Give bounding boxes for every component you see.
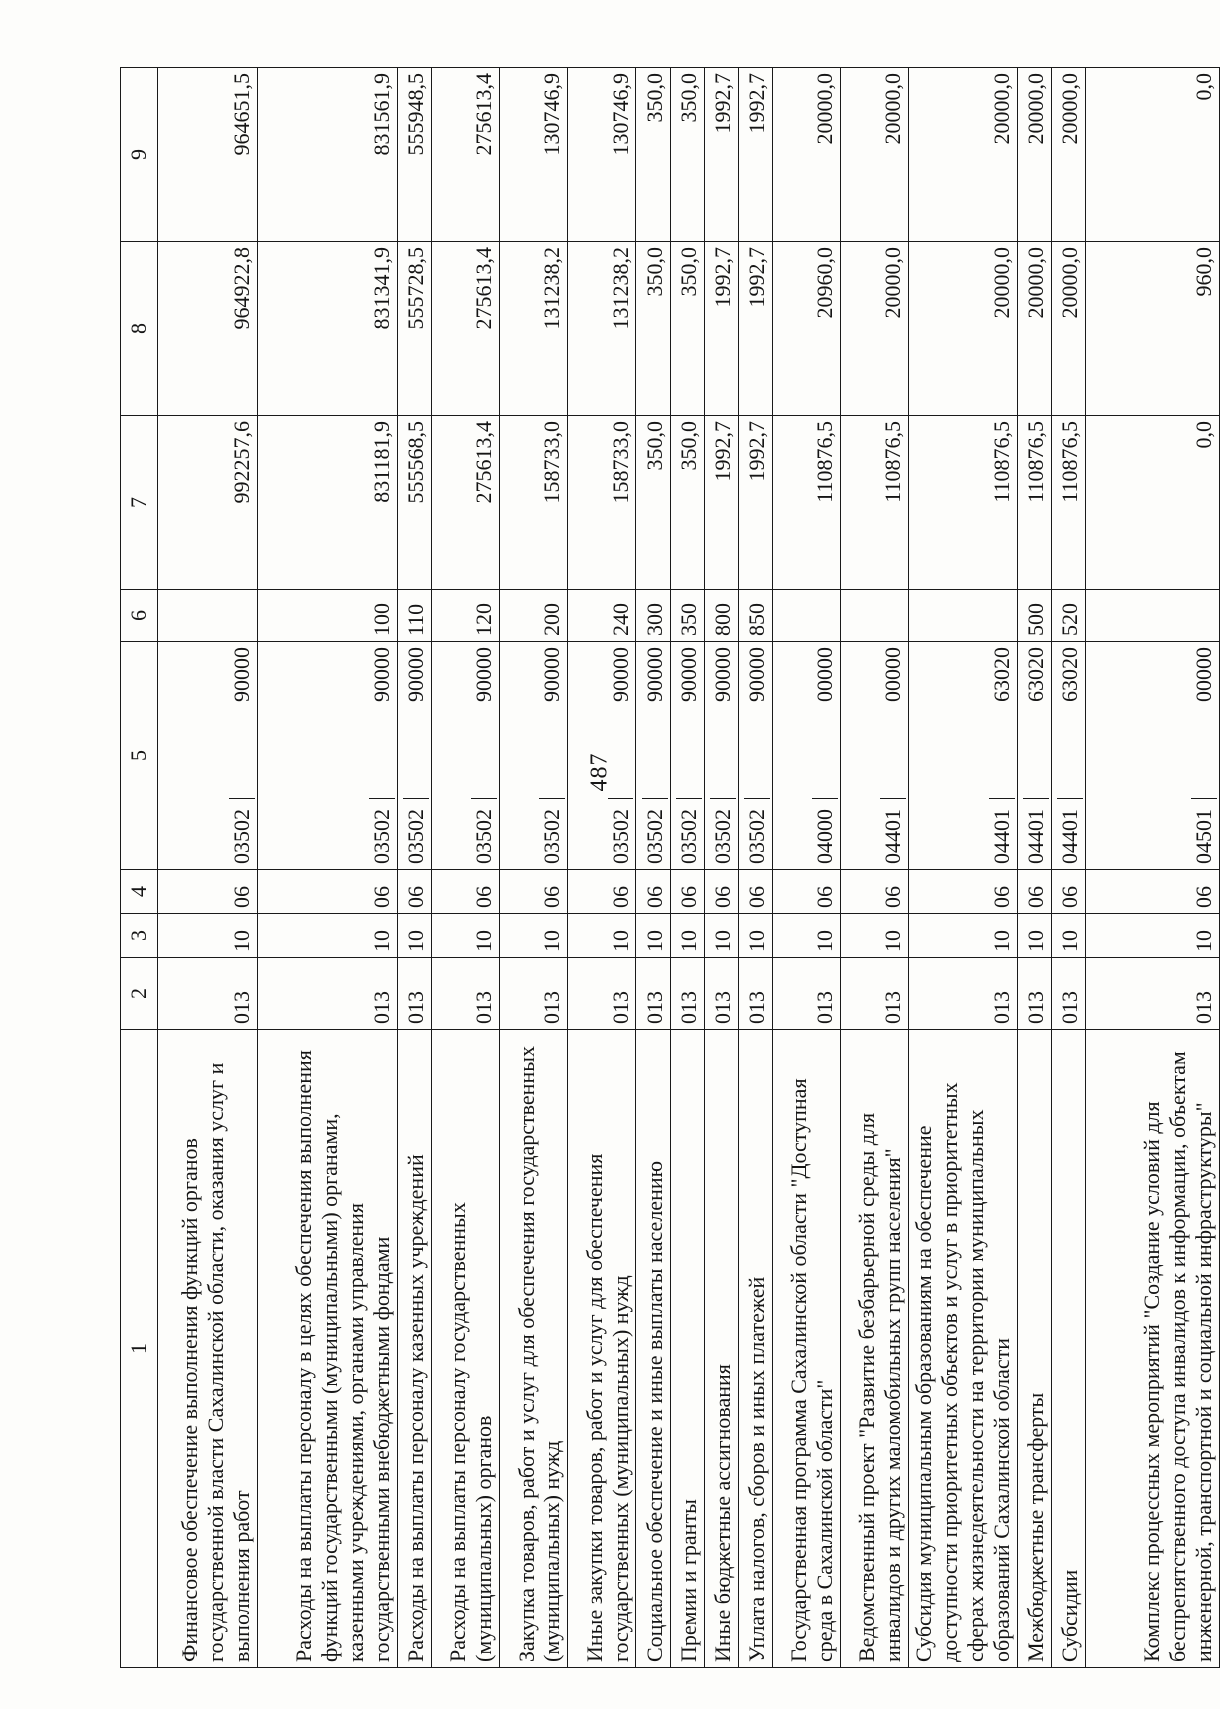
subsection-code: 06 [1085, 870, 1219, 914]
section-code: 10 [500, 914, 568, 958]
col-header-5: 5 [121, 642, 158, 870]
ministry-code: 013 [704, 958, 738, 1030]
table-row [1085, 68, 1219, 1668]
subsection-code: 06 [568, 870, 636, 914]
target-article [568, 642, 636, 870]
amount-col-7: 555568,5 [398, 416, 432, 590]
amount-col-8: 20000,0 [1017, 242, 1051, 416]
table-row [158, 68, 258, 1668]
ministry-code: 013 [1051, 958, 1085, 1030]
table-row [636, 68, 670, 1668]
section-code: 10 [1017, 914, 1051, 958]
amount-col-9: 831561,9 [258, 68, 398, 242]
ministry-code: 013 [636, 958, 670, 1030]
amount-col-9: 20000,0 [840, 68, 908, 242]
row-name: Закупка товаров, работ и услуг для обеспечения государственных (муниципальных) нужд [500, 1030, 568, 1668]
col-header-1: 1 [121, 1030, 158, 1668]
subsection-code: 06 [432, 870, 500, 914]
target-article [772, 642, 840, 870]
subsection-code: 06 [908, 870, 1017, 914]
expense-type-code: 500 [1017, 590, 1051, 642]
expense-type-code: 850 [738, 590, 772, 642]
amount-col-9: 1992,7 [704, 68, 738, 242]
row-name: Расходы на выплаты персоналу казенных учреждений [398, 1030, 432, 1668]
expense-type-code: 100 [258, 590, 398, 642]
row-name: Субсидии [1051, 1030, 1085, 1668]
col-header-4: 4 [121, 870, 158, 914]
expense-type-code [908, 590, 1017, 642]
row-name: Финансовое обеспечение выполнения функций органов государственной власти Сахалинской области, оказания услуг и выполнения работ [158, 1030, 258, 1668]
expense-type-code: 200 [500, 590, 568, 642]
ministry-code: 013 [158, 958, 258, 1030]
row-name: Субсидия муниципальным образованиям на обеспечение доступности приоритетных объектов и услуг в приоритетных сферах жизнедеятельности на территории муниципальных образований Сахалинской области [908, 1030, 1017, 1668]
amount-col-7: 350,0 [670, 416, 704, 590]
expense-type-code: 350 [670, 590, 704, 642]
expense-type-code: 240 [568, 590, 636, 642]
direction-code: 63020 [1056, 647, 1082, 702]
amount-col-9: 1992,7 [738, 68, 772, 242]
row-name: Уплата налогов, сборов и иных платежей [738, 1030, 772, 1668]
table-header-row [121, 68, 158, 1668]
amount-col-7: 158733,0 [568, 416, 636, 590]
target-article [500, 642, 568, 870]
program-code: 03502 [471, 798, 497, 869]
row-name: Иные бюджетные ассигнования [704, 1030, 738, 1668]
section-code: 10 [840, 914, 908, 958]
program-code: 04401 [1057, 798, 1083, 869]
subsection-code: 06 [500, 870, 568, 914]
col-header-2: 2 [121, 958, 158, 1030]
row-name: Социальное обеспечение и иные выплаты населению [636, 1030, 670, 1668]
program-code: 03502 [676, 798, 702, 869]
direction-code: 90000 [471, 647, 497, 702]
target-article [158, 642, 258, 870]
target-article [738, 642, 772, 870]
budget-table-rotated [120, 68, 1220, 1668]
direction-code: 90000 [743, 647, 769, 702]
section-code: 10 [1085, 914, 1219, 958]
program-code: 03502 [642, 798, 668, 869]
section-code: 10 [432, 914, 500, 958]
direction-code: 90000 [403, 647, 429, 702]
budget-table [120, 67, 1220, 1668]
ministry-code: 013 [908, 958, 1017, 1030]
ministry-code: 013 [772, 958, 840, 1030]
amount-col-7: 158733,0 [500, 416, 568, 590]
ministry-code: 013 [568, 958, 636, 1030]
amount-col-9: 350,0 [670, 68, 704, 242]
table-row [772, 68, 840, 1668]
target-article [840, 642, 908, 870]
amount-col-9: 350,0 [636, 68, 670, 242]
amount-col-7: 110876,5 [1051, 416, 1085, 590]
direction-code: 00000 [879, 647, 905, 702]
expense-type-code: 120 [432, 590, 500, 642]
subsection-code: 06 [738, 870, 772, 914]
subsection-code: 06 [704, 870, 738, 914]
subsection-code: 06 [670, 870, 704, 914]
col-header-3: 3 [121, 914, 158, 958]
ministry-code: 013 [670, 958, 704, 1030]
table-row [738, 68, 772, 1668]
section-code: 10 [738, 914, 772, 958]
amount-col-9: 275613,4 [432, 68, 500, 242]
subsection-code: 06 [398, 870, 432, 914]
table-row [432, 68, 500, 1668]
ministry-code: 013 [840, 958, 908, 1030]
subsection-code: 06 [1017, 870, 1051, 914]
row-name: Иные закупки товаров, работ и услуг для обеспечения государственных (муниципальных) нужд [568, 1030, 636, 1668]
ministry-code: 013 [1017, 958, 1051, 1030]
amount-col-8: 20000,0 [840, 242, 908, 416]
program-code: 03502 [539, 798, 565, 869]
direction-code: 90000 [229, 647, 255, 702]
col-header-6: 6 [121, 590, 158, 642]
amount-col-8: 555728,5 [398, 242, 432, 416]
section-code: 10 [398, 914, 432, 958]
ministry-code: 013 [738, 958, 772, 1030]
target-article [1085, 642, 1219, 870]
direction-code: 00000 [1191, 647, 1217, 702]
target-article [908, 642, 1017, 870]
expense-type-code [840, 590, 908, 642]
table-row [1017, 68, 1051, 1668]
amount-col-7: 275613,4 [432, 416, 500, 590]
direction-code: 90000 [369, 647, 395, 702]
ministry-code: 013 [432, 958, 500, 1030]
amount-col-8: 20000,0 [1051, 242, 1085, 416]
expense-type-code: 800 [704, 590, 738, 642]
subsection-code: 06 [636, 870, 670, 914]
target-article [636, 642, 670, 870]
target-article [670, 642, 704, 870]
amount-col-9: 555948,5 [398, 68, 432, 242]
section-code: 10 [258, 914, 398, 958]
section-code: 10 [1051, 914, 1085, 958]
section-code: 10 [636, 914, 670, 958]
subsection-code: 06 [158, 870, 258, 914]
amount-col-9: 964651,5 [158, 68, 258, 242]
table-row [704, 68, 738, 1668]
amount-col-9: 20000,0 [1051, 68, 1085, 242]
amount-col-8: 831341,9 [258, 242, 398, 416]
program-code: 04401 [1023, 798, 1049, 869]
target-article [1051, 642, 1085, 870]
col-header-7: 7 [121, 416, 158, 590]
ministry-code: 013 [398, 958, 432, 1030]
table-row [568, 68, 636, 1668]
row-name: Премии и гранты [670, 1030, 704, 1668]
amount-col-7: 350,0 [636, 416, 670, 590]
col-header-8: 8 [121, 242, 158, 416]
program-code: 04501 [1191, 798, 1217, 869]
amount-col-9: 130746,9 [568, 68, 636, 242]
amount-col-7: 110876,5 [908, 416, 1017, 590]
amount-col-9: 20000,0 [772, 68, 840, 242]
subsection-code: 06 [1051, 870, 1085, 914]
expense-type-code: 300 [636, 590, 670, 642]
amount-col-8: 20960,0 [772, 242, 840, 416]
program-code: 03502 [403, 798, 429, 869]
amount-col-8: 131238,2 [568, 242, 636, 416]
direction-code: 00000 [811, 647, 837, 702]
program-code: 03502 [608, 798, 634, 869]
direction-code: 90000 [539, 647, 565, 702]
table-row [908, 68, 1017, 1668]
ministry-code: 013 [258, 958, 398, 1030]
target-article [704, 642, 738, 870]
row-name: Государственная программа Сахалинской области "Доступная среда в Сахалинской области" [772, 1030, 840, 1668]
section-code: 10 [670, 914, 704, 958]
amount-col-9: 20000,0 [908, 68, 1017, 242]
amount-col-7: 1992,7 [704, 416, 738, 590]
target-article [432, 642, 500, 870]
amount-col-9: 20000,0 [1017, 68, 1051, 242]
amount-col-8: 131238,2 [500, 242, 568, 416]
ministry-code: 013 [1085, 958, 1219, 1030]
expense-type-code: 110 [398, 590, 432, 642]
direction-code: 90000 [709, 647, 735, 702]
subsection-code: 06 [258, 870, 398, 914]
section-code: 10 [158, 914, 258, 958]
expense-type-code: 520 [1051, 590, 1085, 642]
section-code: 10 [568, 914, 636, 958]
row-name: Ведомственный проект "Развитие безбарьерной среды для инвалидов и других маломобильных групп населения" [840, 1030, 908, 1668]
amount-col-8: 1992,7 [738, 242, 772, 416]
table-row [398, 68, 432, 1668]
row-name: Комплекс процессных мероприятий "Создание условий для беспрепятственного доступа инвалидов к информации, объектам инженерной, транспортной и социальной инфраструктуры" [1085, 1030, 1219, 1668]
direction-code: 90000 [641, 647, 667, 702]
amount-col-7: 110876,5 [840, 416, 908, 590]
amount-col-7: 110876,5 [1017, 416, 1051, 590]
row-name: Расходы на выплаты персоналу в целях обеспечения выполнения функций государственными (муниципальными) органами, казенными учреждениями, органами управления государственными внебюджетными фондами [258, 1030, 398, 1668]
amount-col-8: 964922,8 [158, 242, 258, 416]
section-code: 10 [772, 914, 840, 958]
program-code: 04401 [989, 798, 1015, 869]
row-name: Расходы на выплаты персоналу государственных (муниципальных) органов [432, 1030, 500, 1668]
amount-col-7: 110876,5 [772, 416, 840, 590]
table-row [258, 68, 398, 1668]
amount-col-7: 0,0 [1085, 416, 1219, 590]
section-code: 10 [908, 914, 1017, 958]
amount-col-7: 1992,7 [738, 416, 772, 590]
program-code: 03502 [710, 798, 736, 869]
expense-type-code [1085, 590, 1219, 642]
amount-col-7: 831181,9 [258, 416, 398, 590]
ministry-code: 013 [500, 958, 568, 1030]
program-code: 03502 [744, 798, 770, 869]
program-code: 04000 [812, 798, 838, 869]
amount-col-8: 350,0 [636, 242, 670, 416]
amount-col-8: 350,0 [670, 242, 704, 416]
amount-col-9: 0,0 [1085, 68, 1219, 242]
table-row [1051, 68, 1085, 1668]
program-code: 04401 [880, 798, 906, 869]
row-name: Межбюджетные трансферты [1017, 1030, 1051, 1668]
amount-col-8: 960,0 [1085, 242, 1219, 416]
direction-code: 63020 [1022, 647, 1048, 702]
subsection-code: 06 [772, 870, 840, 914]
expense-type-code [158, 590, 258, 642]
program-code: 03502 [229, 798, 255, 869]
table-row [670, 68, 704, 1668]
program-code: 03502 [369, 798, 395, 869]
subsection-code: 06 [840, 870, 908, 914]
amount-col-7: 992257,6 [158, 416, 258, 590]
amount-col-8: 20000,0 [908, 242, 1017, 416]
direction-code: 63020 [988, 647, 1014, 702]
direction-code: 90000 [675, 647, 701, 702]
expense-type-code [772, 590, 840, 642]
col-header-9: 9 [121, 68, 158, 242]
table-row [840, 68, 908, 1668]
direction-code: 90000 [607, 647, 633, 702]
table-body [158, 68, 1220, 1668]
section-code: 10 [704, 914, 738, 958]
amount-col-8: 1992,7 [704, 242, 738, 416]
target-article [1017, 642, 1051, 870]
target-article [258, 642, 398, 870]
target-article [398, 642, 432, 870]
amount-col-9: 130746,9 [500, 68, 568, 242]
page-number: 487 [586, 752, 613, 792]
amount-col-8: 275613,4 [432, 242, 500, 416]
table-row [500, 68, 568, 1668]
